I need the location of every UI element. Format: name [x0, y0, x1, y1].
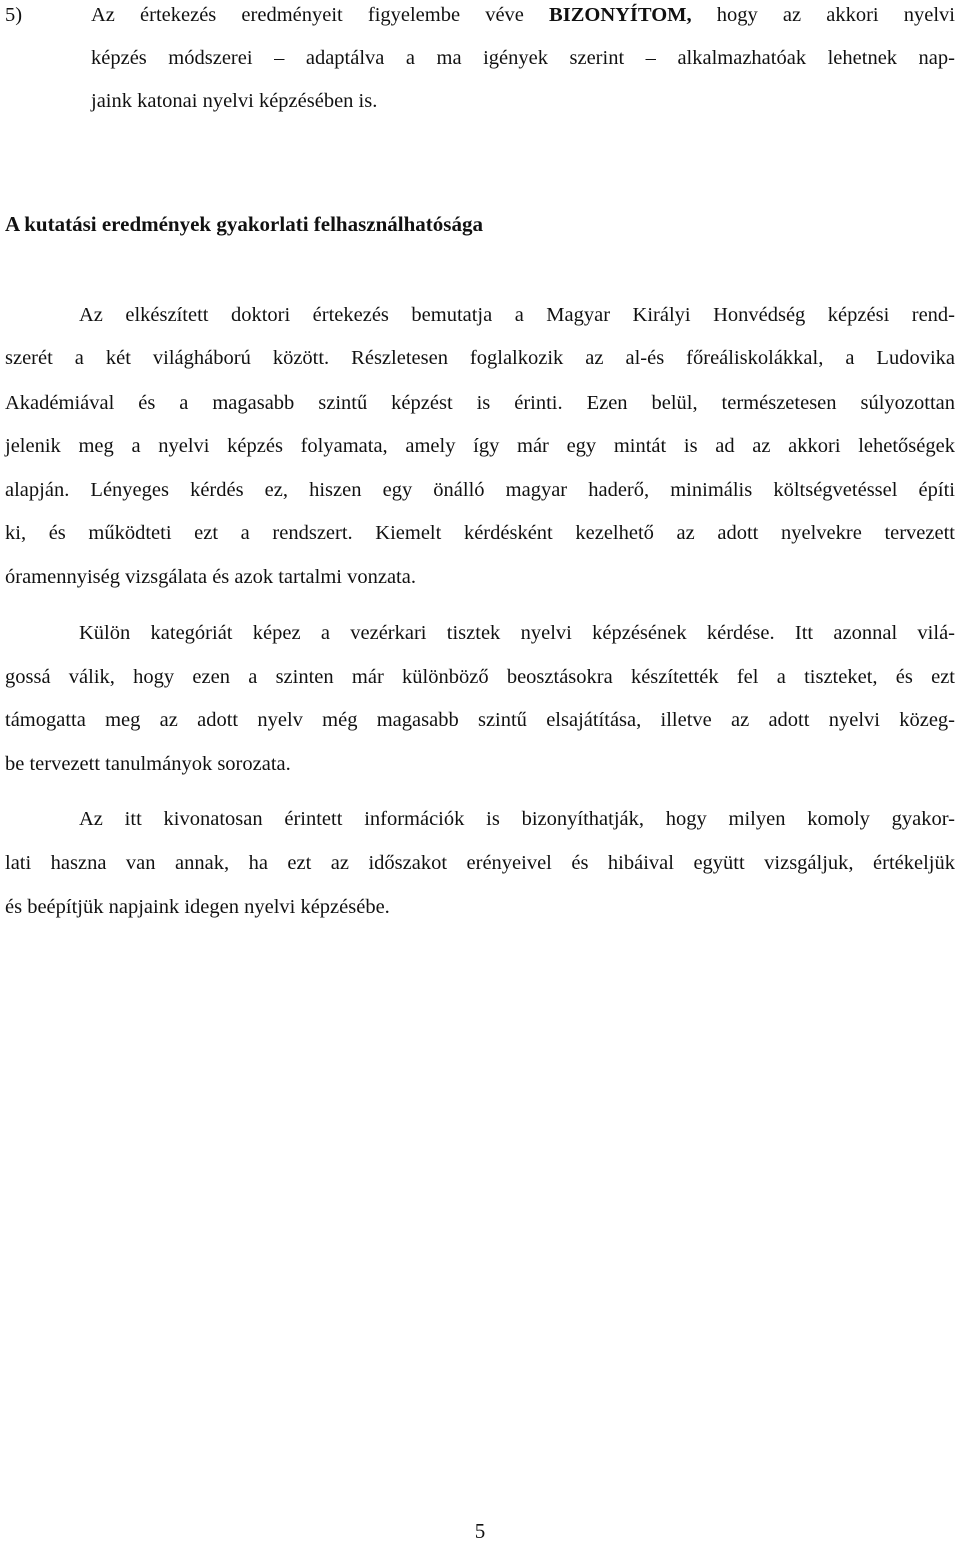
- list-item-line-1: [91, 2, 955, 28]
- paragraph-3-line: lati haszna van annak, ha ezt az időszakot erényeivel és hibáival együtt vizsgáljuk, értékeljük: [5, 852, 955, 874]
- page-number: 5: [474, 1519, 486, 1543]
- paragraph-1-line: ki, és működteti ezt a rendszert. Kiemelt kérdésként kezelhető az adott nyelvekre tervezett: [5, 522, 955, 544]
- paragraph-1-line: alapján. Lényeges kérdés ez, hiszen egy önálló magyar haderő, minimális költségvetéssel építi: [5, 479, 955, 501]
- paragraph-1-line: jelenik meg a nyelvi képzés folyamata, amely így már egy mintát is ad az akkori lehetőségek: [5, 435, 955, 457]
- list-item-line-2: képzés módszerei – adaptálva a ma igények szerint – alkalmazhatóak lehetnek nap-: [91, 47, 955, 69]
- paragraph-2-line: be tervezett tanulmányok sorozata.: [5, 753, 291, 775]
- paragraph-2-line: Külön kategóriát képez a vezérkari tisztek nyelvi képzésének kérdése. Itt azonnal vilá-: [79, 622, 955, 644]
- list-item-text: hogy az akkori nyelvi: [691, 4, 955, 26]
- paragraph-1-line: Az elkészített doktori értekezés bemutatja a Magyar Királyi Honvédség képzési rend-: [79, 304, 955, 326]
- paragraph-1-line: szerét a két világháború között. Részletesen foglalkozik az al-és főreáliskolákkal, a Ludovika: [5, 347, 955, 369]
- paragraph-3-line: és beépítjük napjaink idegen nyelvi képzésébe.: [5, 896, 390, 918]
- paragraph-2-line: támogatta meg az adott nyelv még magasabb szintű elsajátítása, illetve az adott nyelvi közeg-: [5, 709, 955, 731]
- paragraph-2-line: gossá válik, hogy ezen a szinten már különböző beosztásokra készítették fel a tiszteket, és ezt: [5, 666, 955, 688]
- paragraph-1-line: óramennyiség vizsgálata és azok tartalmi vonzata.: [5, 566, 416, 588]
- list-item-number: 5): [5, 4, 23, 26]
- section-heading: A kutatási eredmények gyakorlati felhasználhatósága: [5, 212, 483, 236]
- emphasis-text: BIZONYÍTOM,: [549, 4, 692, 26]
- paragraph-3-line: Az itt kivonatosan érintett információk is bizonyíthatják, hogy milyen komoly gyakor-: [79, 808, 955, 830]
- list-item-text: Az értekezés eredményeit figyelembe véve: [91, 4, 550, 26]
- list-item-line-3: jaink katonai nyelvi képzésében is.: [91, 90, 378, 112]
- paragraph-1-line: Akadémiával és a magasabb szintű képzést is érinti. Ezen belül, természetesen súlyozottan: [5, 392, 955, 414]
